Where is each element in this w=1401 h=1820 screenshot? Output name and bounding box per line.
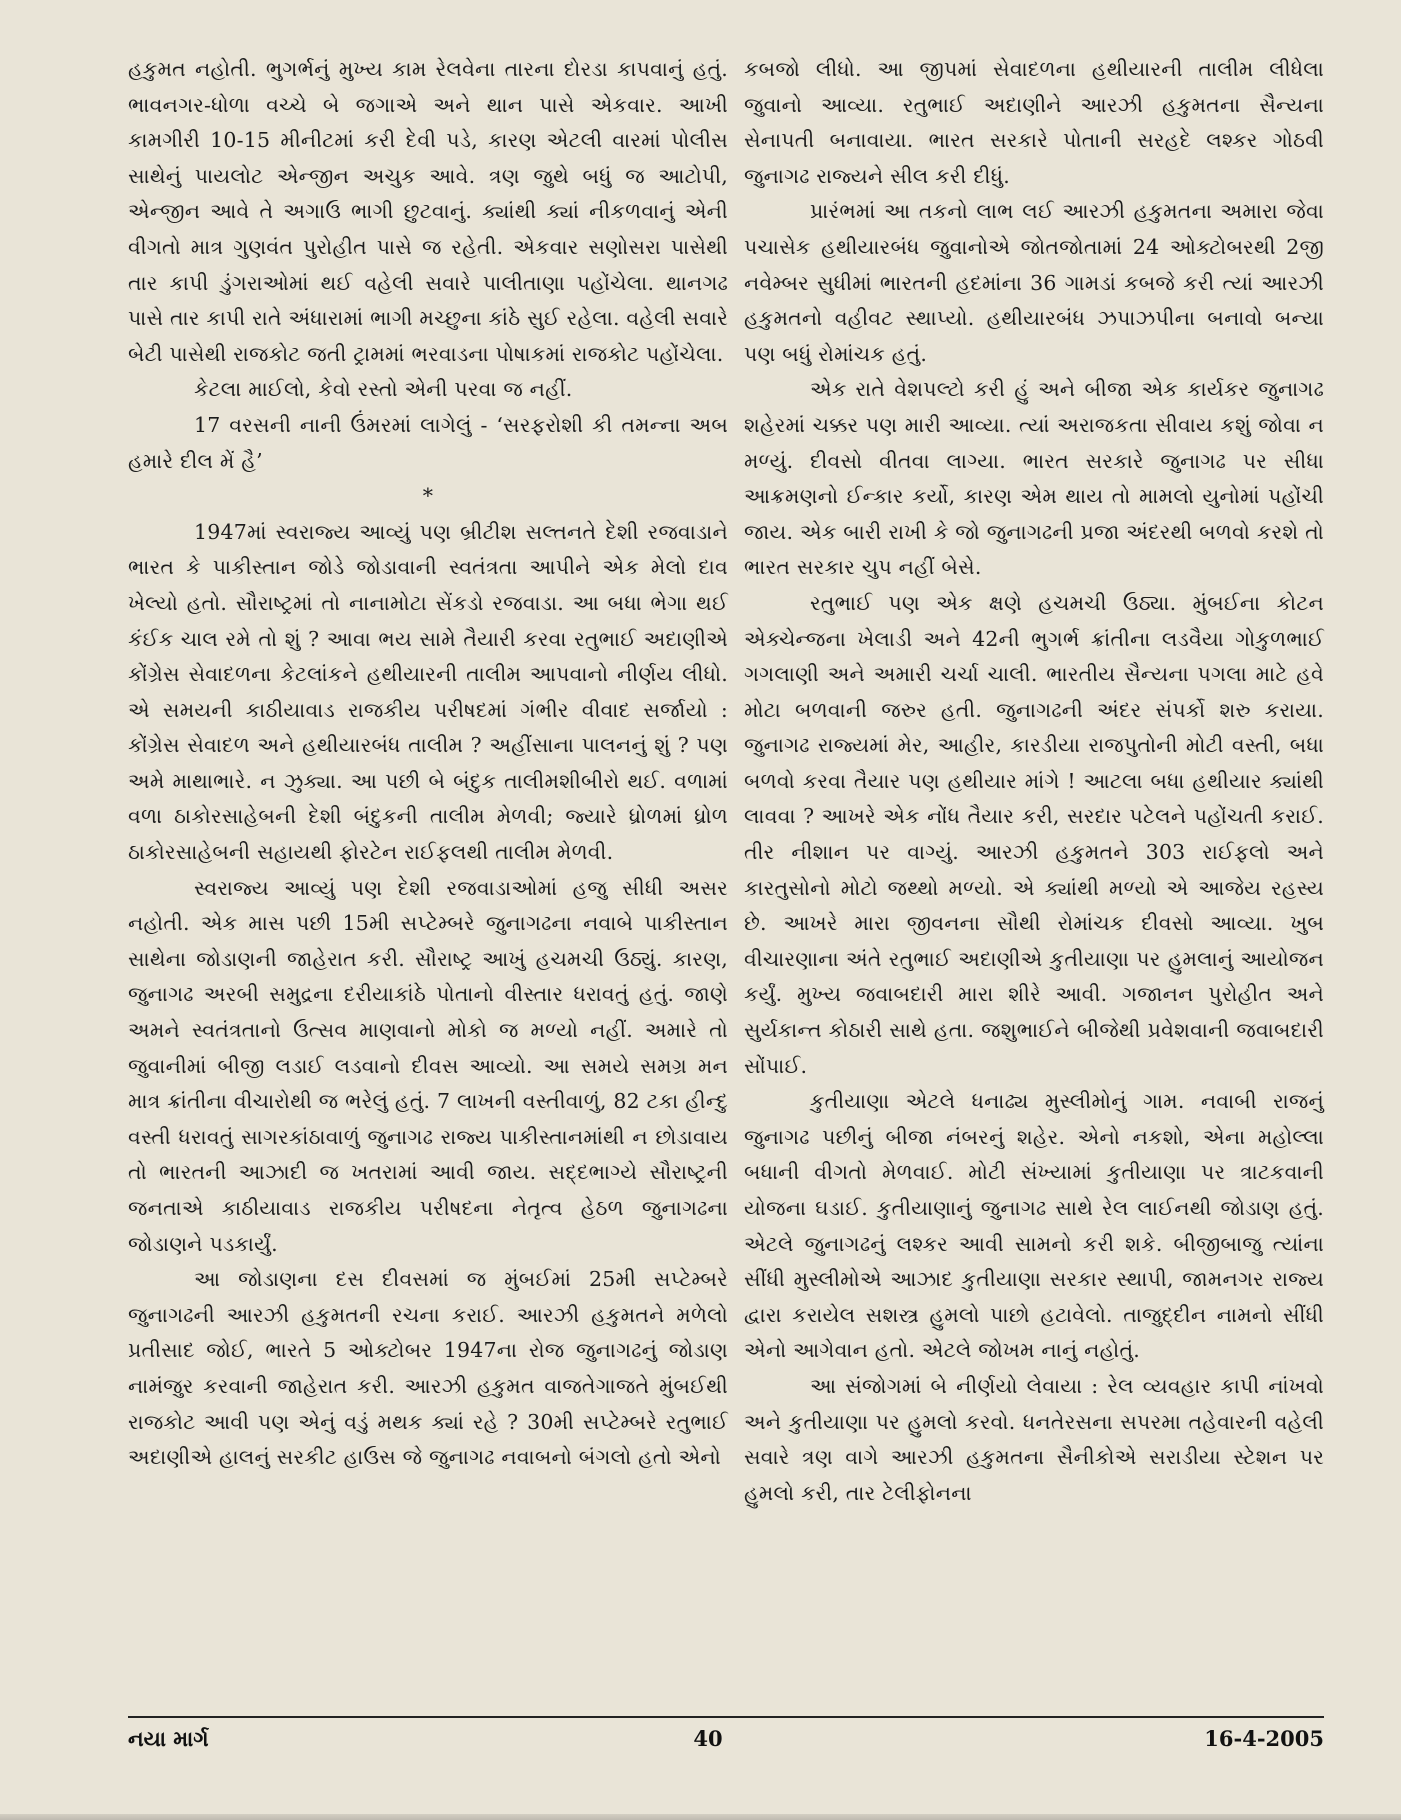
paragraph: સ્વરાજ્ય આવ્યું પણ દેશી રજવાડાઓમાં હજુ સીધી અસર નહોતી. એક માસ પછી 15મી સપ્ટેમ્બરે જુનાગઢના નવાબે પાકીસ્તાન સાથેના જોડાણની જાહેરાત કરી. સૌરાષ્ટ્ર આખું હચમચી ઉઠ્યું. કારણ, જુનાગઢ અરબી સમુદ્રના દરીયાકાંઠે પોતાનો વીસ્તાર ધરાવતું હતું. જાણે અમને સ્વતંત્રતાનો ઉત્સવ માણવાનો મોકો જ મળ્યો નહીં. અમારે તો જુવાનીમાં બીજી લડાઈ લડવાનો દીવસ આવ્યો. આ સમયે સમગ્ર મન માત્ર ક્રાંતીના વીચારોથી જ ભરેલું હતું. 7 લાખની વસ્તીવાળું, 82 ટકા હીન્દુ વસ્તી ધરાવતું સાગરકાંઠાવાળું જુનાગઢ રાજ્ય પાકીસ્તાનમાંથી ન છોડાવાય તો ભારતની આઝાદી જ ખતરામાં આવી જાય. સદ્દભાગ્યે સૌરાષ્ટ્રની જનતાએ કાઠીયાવાડ રાજકીય પરીષદના નેતૃત્વ હેઠળ જુનાગઢના જોડાણને પડકાર્યું. — [128, 875, 728, 1256]
section-separator: * — [422, 484, 434, 509]
paragraph: આ સંજોગમાં બે નીર્ણયો લેવાયા : રેલ વ્યવહાર કાપી નાંખવો અને કુતીયાણા પર હુમલો કરવો. ધનતેરસના સપરમા તહેવારની વહેલી સવારે ત્રણ વાગે આરઝી હકુમતના સૈનીકોએ સરાડીયા સ્ટેશન પર હુમલો કરી, તાર ટેલીફોનના — [744, 1373, 1324, 1505]
publication-name: નયા માર્ગ — [128, 1726, 209, 1751]
paragraph: 17 વરસની નાની ઉંમરમાં લાગેલું - ‘સરફરોશી કી તમન્ના અબ હમારે દીલ મેં હૈ’ — [128, 412, 728, 473]
footer-rule — [128, 1716, 1324, 1718]
paragraph: કેટલા માઈલો, કેવો રસ્તો એની પરવા જ નહીં. — [194, 377, 573, 402]
paragraph: રતુભાઈ પણ એક ક્ષણે હચમચી ઉઠ્યા. મુંબઈના કોટન એક્ચેન્જના ખેલાડી અને 42ની ભુગર્ભ ક્રાંતીના લડવૈયા ગોકુળભાઈ ગગલાણી અને અમારી ચર્ચા ચાલી. ભારતીય સૈન્યના પગલા માટે હવે મોટા બળવાની જરુર હતી. જુનાગઢની અંદર સંપર્કો શરુ કરાયા. જુનાગઢ રાજ્યમાં મેર, આહીર, કારડીયા રાજપુતોની મોટી વસ્તી, બધા બળવો કરવા તૈયાર પણ હથીયાર માંગે ! આટલા બધા હથીયાર ક્યાંથી લાવવા ? આખરે એક નોંધ તૈયાર કરી, સરદાર પટેલને પહોંચતી કરાઈ. તીર નીશાન પર વાગ્યું. આરઝી હકુમતને 303 રાઈફલો અને કારતુસોનો મોટો જથ્થો મળ્યો. એ ક્યાંથી મળ્યો એ આજેય રહસ્ય છે. આખરે મારા જીવનના સૌથી રોમાંચક દીવસો આવ્યા. ખુબ વીચારણાના અંતે રતુભાઈ અદાણીએ કુતીયાણા પર હુમલાનું આયોજન કર્યું. મુખ્ય જવાબદારી મારા શીરે આવી. ગજાનન પુરોહીત અને સુર્યકાન્ત કોઠારી સાથે હતા. જશુભાઈને બીજેથી પ્રવેશવાની જવાબદારી સોંપાઈ. — [744, 590, 1324, 1078]
right-column — [744, 52, 1324, 1511]
page-edge — [0, 1814, 1401, 1820]
paragraph: હકુમત નહોતી. ભુગર્ભનું મુખ્ય કામ રેલવેના તારના દોરડા કાપવાનું હતું. ભાવનગર-ધોળા વચ્ચે બે જગાએ અને થાન પાસે એકવાર. આખી કામગીરી 10-15 મીનીટમાં કરી દેવી પડે, કારણ એટલી વારમાં પોલીસ સાથેનું પાયલોટ એન્જીન અચુક આવે. ત્રણ જુથે બધું જ આટોપી, એન્જીન આવે તે અગાઉ ભાગી છુટવાનું. ક્યાંથી ક્યાં નીકળવાનું એની વીગતો માત્ર ગુણવંત પુરોહીત પાસે જ રહેતી. એકવાર સણોસરા પાસેથી તાર કાપી ડુંગરાઓમાં થઈ વહેલી સવારે પાલીતાણા પહોંચેલા. થાનગઢ પાસે તાર કાપી રાતે અંધારામાં ભાગી મચ્છુના કાંઠે સુઈ રહેલા. વહેલી સવારે બેટી પાસેથી રાજકોટ જતી ટ્રામમાં ભરવાડના પોષાકમાં રાજકોટ પહોંચેલા. — [128, 57, 728, 366]
issue-date: 16-4-2005 — [1204, 1726, 1324, 1751]
page-number: 40 — [693, 1726, 723, 1751]
paragraph: પ્રારંભમાં આ તકનો લાભ લઈ આરઝી હકુમતના અમારા જેવા પચાસેક હથીયારબંધ જુવાનોએ જોતજોતામાં 24 ઓક્ટોબરથી 2જી નવેમ્બર સુધીમાં ભારતની હદમાંના 36 ગામડાં કબજે કરી ત્યાં આરઝી હકુમતનો વહીવટ સ્થાપ્યો. હથીયારબંધ ઝપાઝપીના બનાવો બન્યા પણ બધું રોમાંચક હતું. — [744, 199, 1324, 366]
paragraph: આ જોડાણના દસ દીવસમાં જ મુંબઈમાં 25મી સપ્ટેમ્બરે જુનાગઢની આરઝી હકુમતની રચના કરાઈ. આરઝી હકુમતને મળેલો પ્રતીસાદ જોઈ, ભારતે 5 ઓક્ટોબર 1947ના રોજ જુનાગઢનું જોડાણ નામંજુર કરવાની જાહેરાત કરી. આરઝી હકુમત વાજતેગાજતે મુંબઈથી રાજકોટ આવી પણ એનું વડું મથક ક્યાં રહે ? 30મી સપ્ટેમ્બરે રતુભાઈ અદાણીએ હાલનું સરકીટ હાઉસ જે જુનાગઢ નવાબનો બંગલો હતો એનો — [128, 1267, 728, 1470]
paragraph: કબજો લીધો. આ જીપમાં સેવાદળના હથીયારની તાલીમ લીધેલા જુવાનો આવ્યા. રતુભાઈ અદાણીને આરઝી હકુમતના સૈન્યના સેનાપતી બનાવાયા. ભારત સરકારે પોતાની સરહદે લશ્કર ગોઠવી જુનાગઢ રાજ્યને સીલ કરી દીધું. — [744, 57, 1324, 188]
paragraph: 1947માં સ્વરાજ્ય આવ્યું પણ બ્રીટીશ સલ્તનતે દેશી રજવાડાને ભારત કે પાકીસ્તાન જોડે જોડાવાની સ્વતંત્રતા આપીને એક મેલો દાવ ખેલ્યો હતો. સૌરાષ્ટ્રમાં તો નાનામોટા સેંકડો રજવાડા. આ બધા ભેગા થઈ કંઈક ચાલ રમે તો શું ? આવા ભય સામે તૈયારી કરવા રતુભાઈ અદાણીએ કોંગ્રેસ સેવાદળના કેટલાંકને હથીયારની તાલીમ આપવાનો નીર્ણય લીધો. એ સમયની કાઠીયાવાડ રાજકીય પરીષદમાં ગંભીર વીવાદ સર્જાયો : કોંગ્રેસ સેવાદળ અને હથીયારબંધ તાલીમ ? અહીંસાના પાલનનું શું ? પણ અમે માથાભારે. ન ઝુક્યા. આ પછી બે બંદુક તાલીમશીબીરો થઈ. વળામાં વળા ઠાકોરસાહેબની દેશી બંદુકની તાલીમ મેળવી; જ્યારે ધ્રોળમાં ધ્રોળ ઠાકોરસાહેબની સહાયથી ફોરટેન રાઈફલથી તાલીમ મેળવી. — [128, 519, 728, 865]
paragraph: એક રાતે વેશપલ્ટો કરી હું અને બીજા એક કાર્યકર જુનાગઢ શહેરમાં ચક્કર પણ મારી આવ્યા. ત્યાં અરાજકતા સીવાય કશું જોવા ન મળ્યું. દીવસો વીતવા લાગ્યા. ભારત સરકારે જુનાગઢ પર સીધા આક્રમણનો ઈન્કાર કર્યો, કારણ એમ થાય તો મામલો યુનોમાં પહોંચી જાય. એક બારી રાખી કે જો જુનાગઢની પ્રજા અંદરથી બળવો કરશે તો ભારત સરકાર ચુપ નહીં બેસે. — [744, 377, 1324, 580]
paragraph: કુતીયાણા એટલે ધનાઢ્ય મુસ્લીમોનું ગામ. નવાબી રાજનું જુનાગઢ પછીનું બીજા નંબરનું શહેર. એનો નકશો, એના મહોલ્લા બધાની વીગતો મેળવાઈ. મોટી સંખ્યામાં કુતીયાણા પર ત્રાટકવાની યોજના ઘડાઈ. કુતીયાણાનું જુનાગઢ સાથે રેલ લાઈનથી જોડાણ હતું. એટલે જુનાગઢનું લશ્કર આવી સામનો કરી શકે. બીજીબાજુ ત્યાંના સીંધી મુસ્લીમોએ આઝાદ કુતીયાણા સરકાર સ્થાપી, જામનગર રાજ્ય દ્વારા કરાયેલ સશસ્ત્ર હુમલો પાછો હટાવેલો. તાજુદ્દીન નામનો સીંધી એનો આગેવાન હતો. એટલે જોખમ નાનું નહોતું. — [744, 1089, 1324, 1363]
left-column — [128, 52, 728, 1476]
